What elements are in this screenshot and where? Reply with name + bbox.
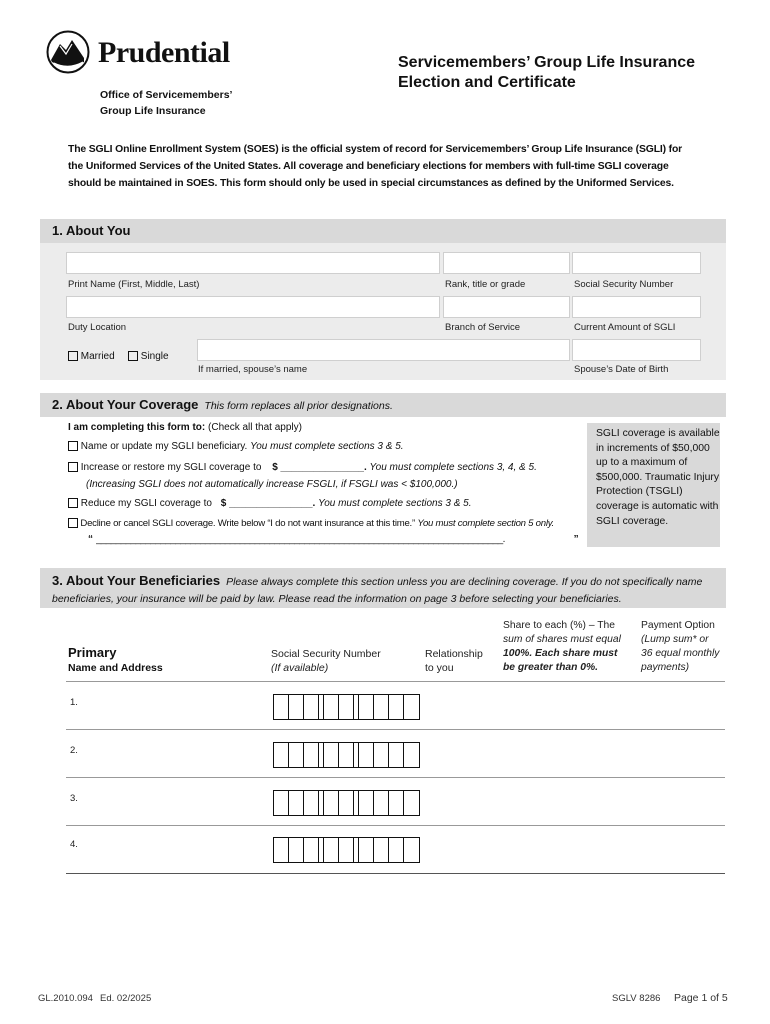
row-divider xyxy=(66,729,725,730)
single-checkbox[interactable] xyxy=(128,351,138,361)
option-update-beneficiary[interactable]: Name or update my SGLI beneficiary. You must complete sections 3 & 5. xyxy=(68,441,404,452)
sglv-number: SGLV 8286 xyxy=(612,993,661,1004)
ssn-field[interactable] xyxy=(572,252,701,274)
beneficiary-row-number: 2. xyxy=(70,745,78,756)
col-ssn: Social Security Number xyxy=(271,648,381,660)
ssn-label: Social Security Number xyxy=(574,279,674,290)
coverage-info-box: SGLI coverage is available in increments of $50,000 up to a maximum of $500,000. Traumatic Injury Protection (TSGLI) coverage is automatic with SGLI coverage. xyxy=(587,423,720,547)
duty-location-field[interactable] xyxy=(66,296,440,318)
col-name-address: Name and Address xyxy=(68,662,163,674)
spouse-dob-label: Spouse’s Date of Birth xyxy=(574,364,669,375)
branch-field[interactable] xyxy=(443,296,570,318)
col-relationship: Relationship xyxy=(425,648,483,660)
page-number: Page 1 of 5 xyxy=(674,992,728,1004)
current-sgli-label: Current Amount of SGLI xyxy=(574,322,676,333)
beneficiary-row-number: 1. xyxy=(70,697,78,708)
section-1-title: 1. About You xyxy=(52,223,131,238)
row-divider xyxy=(66,777,725,778)
section-2-note: This form replaces all prior designations. xyxy=(204,400,393,412)
edition: Ed. 02/2025 xyxy=(100,993,152,1004)
current-sgli-field[interactable] xyxy=(572,296,701,318)
increase-coverage-subnote: (Increasing SGLI does not automatically increase FSGLI, if FSGLI was < $100,000.) xyxy=(86,479,458,490)
section-2-title: 2. About Your Coverage xyxy=(52,397,199,412)
section-2-header xyxy=(40,393,726,417)
section-3-title: 3. About Your Beneficiaries xyxy=(52,573,221,588)
spouse-dob-field[interactable] xyxy=(572,339,701,361)
brand-name: Prudential xyxy=(98,36,230,69)
married-option[interactable]: Married xyxy=(68,351,115,362)
decline-statement-line[interactable]: “ __________________________________________________________________________________. ” xyxy=(88,534,579,545)
col-relationship-sub: to you xyxy=(425,662,454,674)
print-name-label: Print Name (First, Middle, Last) xyxy=(68,279,200,290)
print-name-field[interactable] xyxy=(66,252,440,274)
single-option[interactable]: Single xyxy=(128,351,169,362)
section-3-header xyxy=(40,568,726,608)
branch-label: Branch of Service xyxy=(445,322,520,333)
col-ssn-sub: (If available) xyxy=(271,662,329,674)
coverage-lead: I am completing this form to: (Check all that apply) xyxy=(68,422,302,433)
beneficiary-2-ssn-boxes[interactable] xyxy=(273,742,420,768)
beneficiary-row-number: 3. xyxy=(70,793,78,804)
beneficiary-row-number: 4. xyxy=(70,839,78,850)
row-divider xyxy=(66,825,725,826)
form-code: GL.2010.094 xyxy=(38,993,93,1004)
col-payment-option: Payment Option (Lump sum* or 36 equal monthly payments) xyxy=(641,620,720,673)
prudential-rock-logo-icon xyxy=(46,30,90,74)
option-increase-coverage[interactable]: Increase or restore my SGLI coverage to $ _______________. You must complete sections 3, 4, & 5. xyxy=(68,462,537,473)
col-share: Share to each (%) – The sum of shares must equal 100%. Each share must be greater than 0%. xyxy=(503,620,621,673)
beneficiary-3-ssn-boxes[interactable] xyxy=(273,790,420,816)
duty-location-label: Duty Location xyxy=(68,322,127,333)
document-title: Servicemembers’ Group Life Insurance Election and Certificate xyxy=(398,54,696,91)
intro-paragraph: The SGLI Online Enrollment System (SOES) is the official system of record for Servicemembers’ Group Life Insurance (SGLI) for the Uniformed Services of the United States. All coverage and beneficiary elections for members with full-time SGLI coverage should be maintained in SOES. This form should only be used in special circumstances as defined by the Uniformed Services. xyxy=(68,144,683,189)
section-1-header xyxy=(40,219,726,243)
rank-field[interactable] xyxy=(443,252,570,274)
spouse-name-label: If married, spouse’s name xyxy=(198,364,308,375)
row-divider xyxy=(66,873,725,874)
spouse-name-field[interactable] xyxy=(197,339,570,361)
option-reduce-coverage[interactable]: Reduce my SGLI coverage to $ _______________. You must complete sections 3 & 5. xyxy=(68,498,472,509)
section-3-note: Please always complete this section unless you are declining coverage. If you do not specifically name beneficiaries, your insurance will be paid by law. Please read the information on page 3 before selecting your beneficiaries. xyxy=(52,576,703,605)
increase-coverage-checkbox[interactable] xyxy=(68,462,78,472)
update-beneficiary-checkbox[interactable] xyxy=(68,441,78,451)
option-decline-coverage[interactable]: Decline or cancel SGLI coverage. Write below “I do not want insurance at this time.” You must complete section 5 only. xyxy=(68,518,554,529)
row-divider xyxy=(66,681,725,682)
decline-coverage-checkbox[interactable] xyxy=(68,518,78,528)
office-name: Office of Servicemembers’ Group Life Insurance xyxy=(100,89,233,117)
beneficiary-4-ssn-boxes[interactable] xyxy=(273,837,420,863)
rank-label: Rank, title or grade xyxy=(445,279,526,290)
col-primary: Primary xyxy=(68,645,117,660)
married-checkbox[interactable] xyxy=(68,351,78,361)
beneficiary-1-ssn-boxes[interactable] xyxy=(273,694,420,720)
reduce-coverage-checkbox[interactable] xyxy=(68,498,78,508)
